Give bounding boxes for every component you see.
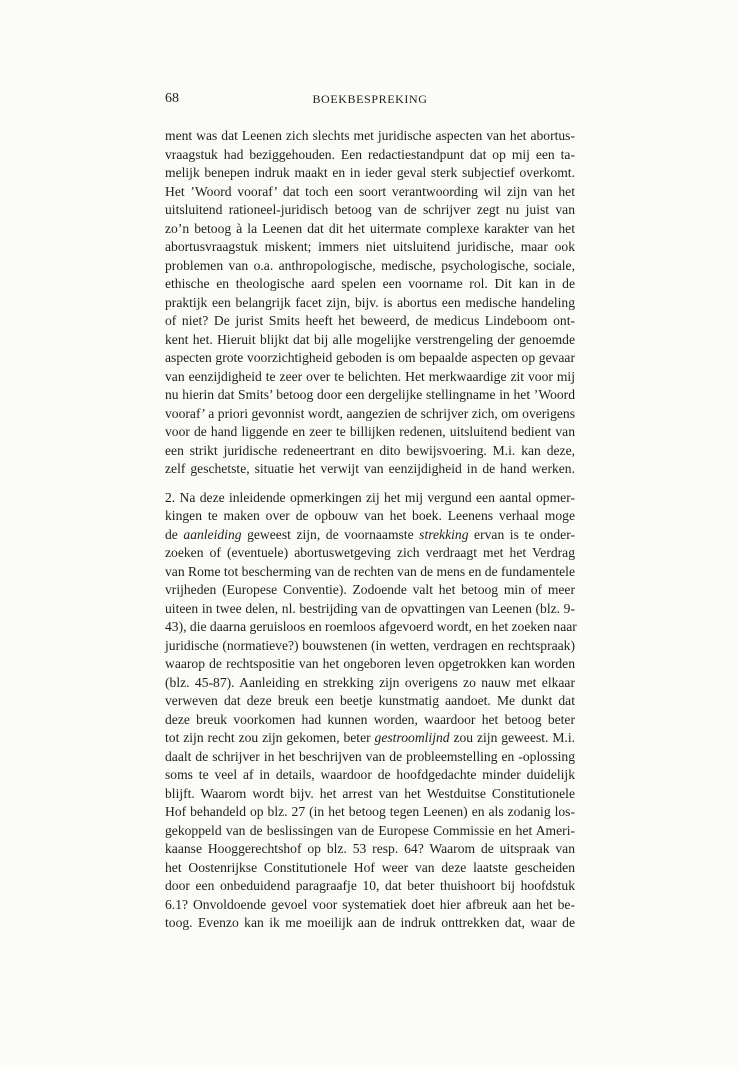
text-segment: het Oostenrijkse Constitutionele Hof weer van deze laatste gescheiden: [165, 859, 575, 875]
text-segment: ethische en theologische aard spelen een voorname rol. Dit kan in de: [165, 276, 575, 291]
text-line: [165, 896, 575, 915]
text-segment: de: [165, 526, 184, 542]
text-segment: blijft. Waarom wordt bijv. het arrest van het Westduitse Constitutionele: [165, 785, 575, 801]
text-line: [165, 748, 575, 767]
text-segment: ment was dat Leenen zich slechts met juridische aspecten van het abortus-: [165, 128, 575, 143]
text-line: [165, 729, 575, 748]
text-segment: nu hierin dat Smits’ betoog door een dergelijke stellingname in het ’Woord: [165, 387, 575, 402]
text-line: [165, 294, 575, 313]
text-segment: abortusvraagstuk miskent; immers niet uitsluitend juridische, maar ook: [165, 239, 575, 254]
italic-text: aanleiding: [183, 526, 242, 542]
text-line: [165, 822, 575, 841]
text-segment: (blz. 45-87). Aanleiding en strekking zijn overigens zo nauw met elkaar: [165, 674, 575, 690]
text-line: [165, 442, 575, 461]
text-segment: daalt de schrijver in het beschrijven van de probleemstelling en -oplossing: [165, 748, 575, 764]
text-segment: vraagstuk had beziggehouden. Een redactiestandpunt dat op mij een ta-: [165, 146, 575, 162]
italic-text: strekking: [419, 526, 469, 542]
text-line: [165, 600, 575, 619]
text-segment: verweven dat deze breuk een beetje kunstmatig aandoet. Me dunkt dat: [165, 693, 575, 708]
text-line: [165, 460, 575, 479]
text-line: [165, 164, 575, 183]
text-segment: 2. Na deze inleidende opmerkingen zij het mij vergund een aantal opmer-: [165, 489, 575, 505]
text-segment: van Rome tot bescherming van de rechten van de mens en de fundamentele: [165, 563, 575, 579]
text-segment: Het ’Woord vooraf’ dat toch een soort verantwoording wil zijn van het: [165, 183, 575, 199]
text-segment: of niet? De jurist Smits heeft het beweerd, de medicus Lindeboom ont-: [165, 313, 575, 328]
text-segment: Hof behandeld op blz. 27 (in het betoog tegen Leenen) en als zodanig los-: [165, 804, 575, 819]
text-segment: soms te veel af in details, waardoor de hoofdgedachte minder duidelijk: [165, 767, 575, 782]
text-line: [165, 423, 575, 442]
page-number: 68: [165, 91, 179, 106]
text-line: [165, 386, 575, 405]
text-segment: zo’n betoog à la Leenen dat dit het uitermate complexe karakter van het: [165, 220, 575, 236]
text-segment: toog. Evenzo kan ik me moeilijk aan de indruk onttrekken dat, waar de: [165, 915, 575, 930]
text-segment: tot zijn recht zou zijn gekomen, beter: [165, 730, 375, 745]
page-header: [165, 91, 575, 109]
text-segment: geweest zijn, de voornaamste: [241, 526, 420, 542]
text-segment: een strikt juridische redeneertrant en dito bewijsvoering. M.i. kan deze,: [165, 442, 575, 458]
text-segment: melijk benepen indruk maakt en in ieder geval sterk subjectief overkomt.: [165, 165, 575, 180]
text-line: [165, 275, 575, 294]
text-segment: kent het. Hieruit blijkt dat bij alle mogelijke verstrengeling der genoemde: [165, 331, 575, 347]
text-line: [165, 785, 575, 804]
text-segment: waarop de rechtspositie van het ongeboren leven opgetrokken kan worden: [165, 656, 575, 671]
text-line: [165, 877, 575, 896]
paragraph: [165, 489, 575, 933]
paragraph: [165, 127, 575, 479]
body-text: [165, 127, 575, 933]
text-line: [165, 526, 575, 545]
italic-text: gestroomlijnd: [374, 730, 450, 745]
text-line: [165, 637, 575, 656]
text-line: [165, 507, 575, 526]
text-segment: vrijheden (Europese Conventie). Zodoende valt het betoog min of meer: [165, 582, 575, 597]
text-line: [165, 674, 575, 693]
text-segment: uiteen in twee delen, nl. bestrijding van de opvattingen van Leenen (blz. 9-: [165, 600, 575, 616]
text-segment: zou zijn geweest. M.i.: [449, 730, 575, 745]
text-line: [165, 563, 575, 582]
text-line: [165, 405, 575, 424]
text-segment: praktijk een belangrijk facet zijn, bijv. is abortus een medische handeling: [165, 294, 575, 310]
text-line: [165, 183, 575, 202]
text-line: [165, 238, 575, 257]
text-line: [165, 201, 575, 220]
text-segment: ervan is te onder-: [468, 526, 575, 542]
text-segment: juridische (normatieve?) bouwstenen (in wetten, verdragen en rechtspraak): [165, 637, 575, 653]
text-line: [165, 331, 575, 350]
text-segment: gekoppeld van de beslissingen van de Europese Commissie en het Ameri-: [165, 822, 575, 838]
text-line: [165, 146, 575, 165]
running-title: BOEKBESPREKING: [312, 92, 428, 106]
text-line: [165, 692, 575, 711]
text-line: [165, 711, 575, 730]
text-segment: deze breuk voorkomen had kunnen worden, waardoor het betoog beter: [165, 711, 575, 727]
text-segment: 43), die daarna geruisloos en roemloos afgevoerd wordt, en het zoeken naar: [165, 619, 577, 634]
text-line: [165, 914, 575, 933]
text-line: [165, 257, 575, 276]
text-segment: uitsluitend rationeel-juridisch betoog van de schrijver zegt nu juist van: [165, 202, 575, 217]
text-line: [165, 312, 575, 331]
text-line: [165, 544, 575, 563]
text-line: [165, 368, 575, 387]
text-line: [165, 127, 575, 146]
text-segment: vooraf’ a priori gevonnist wordt, aangezien de schrijver zich, om overigens: [165, 405, 575, 421]
text-segment: voor de hand liggende en zeer te billijken redenen, uitsluitend bedient van: [165, 424, 575, 439]
text-segment: kaanse Hooggerechtshof op blz. 53 resp. 64? Waarom de uitspraak van: [165, 841, 575, 856]
text-segment: van eenzijdigheid te zeer over te belichten. Het merkwaardige zit voor mij: [165, 368, 575, 384]
text-line: [165, 766, 575, 785]
text-line: [165, 581, 575, 600]
text-line: [165, 655, 575, 674]
text-line: [165, 489, 575, 508]
text-line: [165, 803, 575, 822]
text-line: [165, 840, 575, 859]
text-segment: problemen van o.a. anthropologische, medische, psychologische, sociale,: [165, 257, 575, 273]
text-segment: 6.1? Onvoldoende gevoel voor systematiek doet hier afbreuk aan het be-: [165, 896, 575, 912]
text-line: [165, 618, 575, 637]
text-line: [165, 859, 575, 878]
text-segment: zelf geschetste, situatie het verwijt van eenzijdigheid in de hand werken.: [165, 461, 575, 476]
text-segment: zoeken of (eventuele) abortuswetgeving zich verdraagt met het Verdrag: [165, 545, 575, 560]
text-segment: door een onbeduidend paragraafje 10, dat beter thuishoort bij hoofdstuk: [165, 878, 575, 893]
text-line: [165, 349, 575, 368]
text-segment: kingen te maken over de opbouw van het boek. Leenens verhaal moge: [165, 508, 575, 523]
text-line: [165, 220, 575, 239]
text-segment: aspecten grote voorzichtigheid geboden is om bepaalde aspecten op gevaar: [165, 350, 575, 365]
